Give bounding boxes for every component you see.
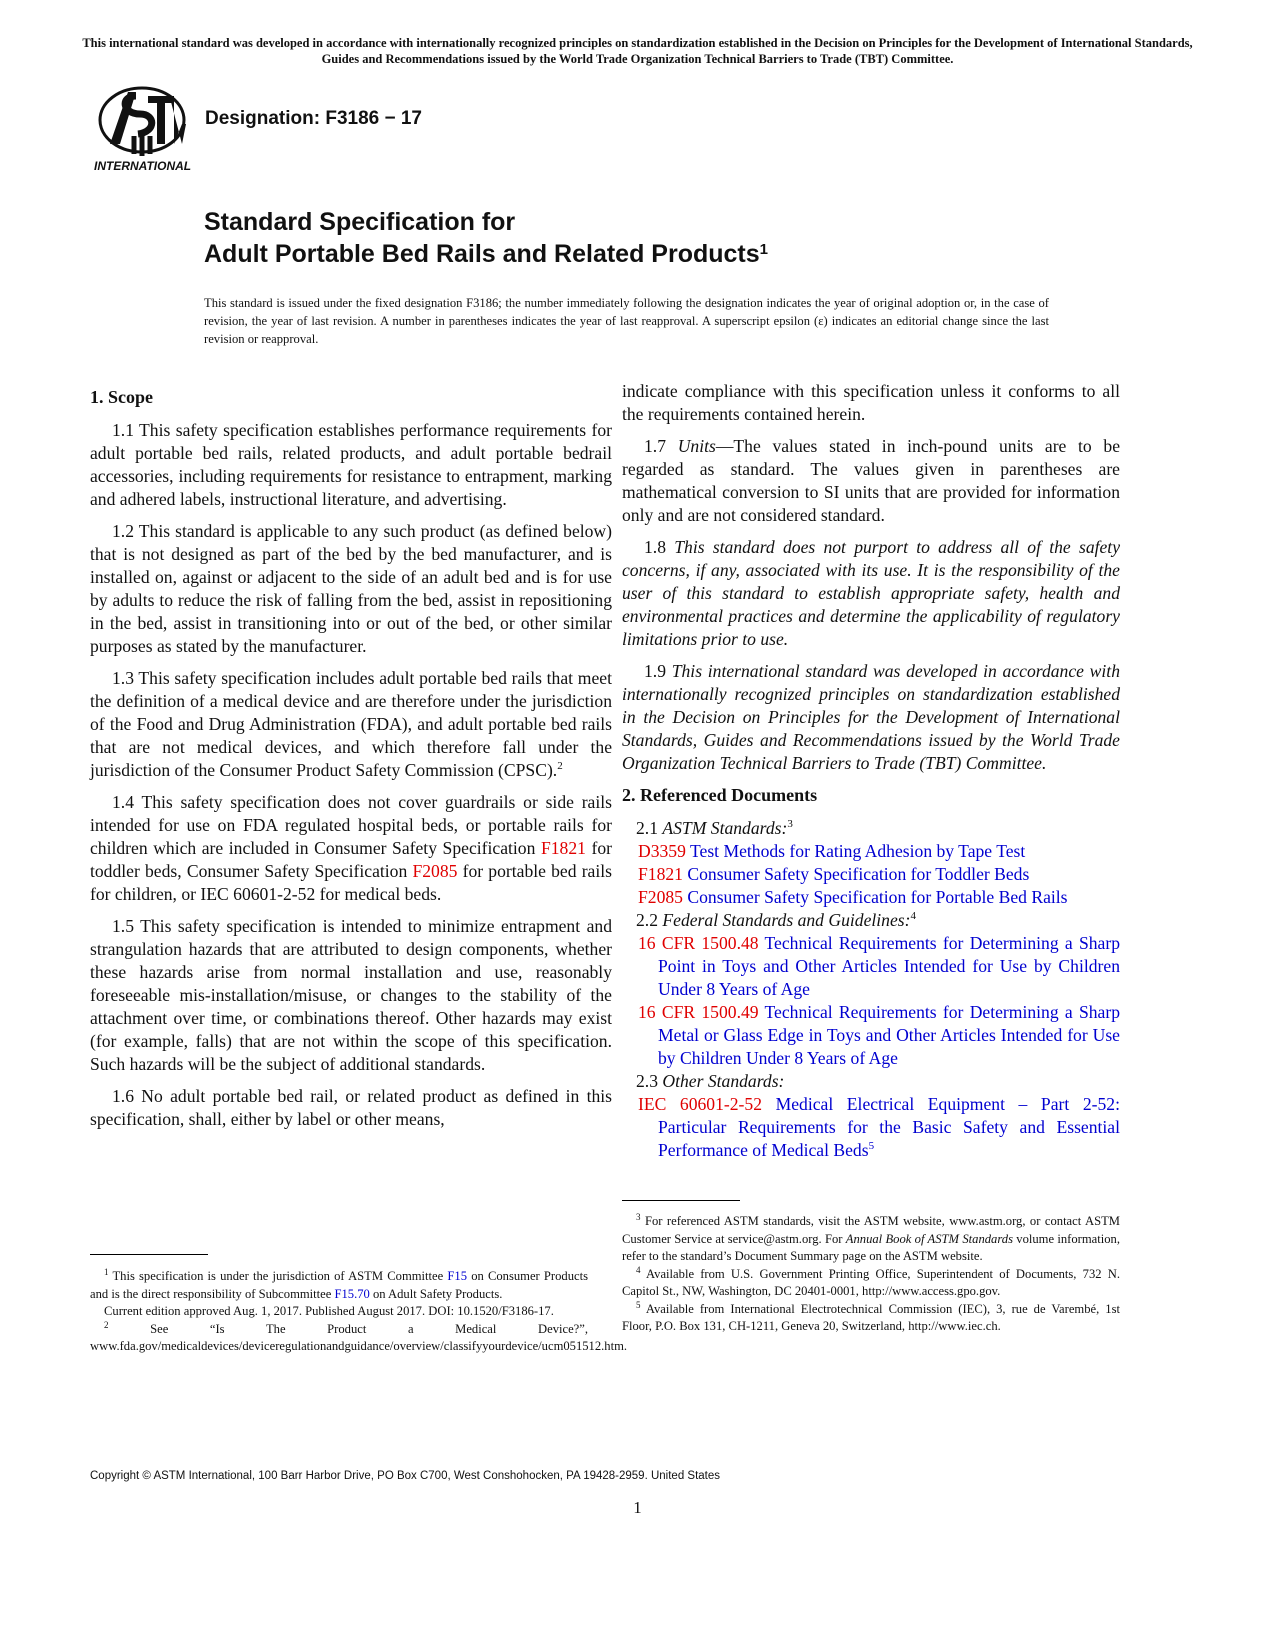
issuance-note: This standard is issued under the fixed designation F3186; the number immediately following the designation indicates the year of original adoption or, in the case of revision, the year of last revision. A number in parentheses indicates the year of last reapproval. A superscript epsilon (ε) indicates an editorial change since the last revision or reapproval. [204, 296, 1049, 346]
wto-notice: This international standard was developed in accordance with internationally recognized principles on standardization established in the Decision on Principles for the Development of International Standards, Guides and Recommendations issued by the World Trade Organization Technical Barriers to Trade (TBT) Committee. [82, 36, 1193, 66]
para-1-4: 1.4 This safety specification does not cover guardrails or side rails intended for use on FDA regulated hospital beds, or portable rails for children which are included in Consumer Safety Specification F1821 for toddler beds, Consumer Safety Specification F2085 for portable bed rails for children, or IEC 60601-2-52 for medical beds. [90, 792, 612, 904]
referenced-documents-heading: 2. Referenced Documents [622, 785, 818, 805]
left-column [90, 380, 612, 1140]
document-title [204, 206, 768, 270]
ref-d3359[interactable]: D3359 Test Methods for Rating Adhesion by Tape Test [638, 841, 1026, 861]
title-line-2: Adult Portable Bed Rails and Related Products$^1$ [204, 240, 768, 268]
para-1-7: 1.7 Units—The values stated in inch-pound units are to be regarded as standard. The values given in parentheses are mathematical conversion to SI units that are provided for information only and are not considered standard. [622, 436, 1121, 525]
link-f2085[interactable]: F2085 [412, 861, 458, 881]
logo-text: INTERNATIONAL [94, 159, 192, 173]
link-f15[interactable]: F15 [447, 1269, 468, 1283]
designation: Designation: F3186 − 17 [205, 108, 422, 129]
para-1-3: 1.3 This safety specification includes adult portable bed rails that meet the definition of a medical device and are therefore under the jurisdiction of the Food and Drug Administration (FDA), and adult portable bed rails that are not medical devices, and which therefore fall under the jurisdiction of the Consumer Product Safety Commission (CPSC).$^2$ [90, 668, 612, 780]
para-1-9: 1.9 This international standard was developed in accordance with internationally recognized principles on standardization established in the Decision on Principles for the Development of International Standards, Guides and Recommendations issued by the World Trade Organization Technical Barriers to Trade (TBT) Committee. [622, 661, 1120, 773]
right-column [622, 380, 1120, 1162]
copyright: Copyright © ASTM International, 100 Barr Harbor Drive, PO Box C700, West Conshohocken, PA 19428-2959. United States [90, 1470, 721, 1482]
footnote-2: $^2$ See “Is The Product a Medical Device?”, www.fda.gov/medicaldevices/deviceregulationandguidance/overview/classifyyourdevice/ucm051512.htm. [90, 1319, 628, 1353]
para-2-2: 2.2 Federal Standards and Guidelines:$^4$ [636, 910, 916, 930]
title-footnote-mark: 1 [759, 241, 768, 258]
footnote-3: $^3$ For referenced ASTM standards, visit the ASTM website, www.astm.org, or contact ASTM Customer Service at service@astm.org. For Annual Book of ASTM Standards volume information, refer to the standard’s Document Summary page on the ASTM website. [622, 1211, 1120, 1263]
footnote-rule-right [622, 1200, 740, 1201]
ref-f1821[interactable]: F1821 Consumer Safety Specification for Toddler Beds [638, 864, 1030, 884]
footnote-4: $^4$ Available from U.S. Government Printing Office, Superintendent of Documents, 732 N. Capitol St., NW, Washington, DC 20401-0001, http://www.access.gpo.gov. [622, 1264, 1120, 1298]
title-line-1: Standard Specification for [204, 208, 516, 236]
footnote-1-edition: Current edition approved Aug. 1, 2017. Published August 2017. DOI: 10.1520/F3186-17. [104, 1304, 554, 1318]
ref-f2085[interactable]: F2085 Consumer Safety Specification for Portable Bed Rails [638, 887, 1068, 907]
para-1-1: 1.1 This safety specification establishes performance requirements for adult portable bed rails, related products, and adult portable bedrail accessories, including requirements for resistance to entrapment, marking and adhered labels, instructional literature, and advertising. [90, 420, 612, 509]
link-f1821[interactable]: F1821 [540, 838, 586, 858]
ref-iec-60601-2-52[interactable]: IEC 60601-2-52 Medical Electrical Equipment – Part 2-52: Particular Requirements for the Basic Safety and Essential Performance of Medical Beds$^5$ [638, 1094, 1120, 1160]
para-1-6-cont: indicate compliance with this specification unless it conforms to all the requirements contained herein. [622, 381, 1120, 424]
footnote-5: $^5$ Available from International Electrotechnical Commission (IEC), 3, rue de Varembé, 1st Floor, P.O. Box 131, CH-1211, Geneva 20, Switzerland, http://www.iec.ch. [622, 1299, 1120, 1333]
para-1-8: 1.8 This standard does not purport to address all of the safety concerns, if any, associated with its use. It is the responsibility of the user of this standard to establish appropriate safety, health and environmental practices and determine the applicability of regulatory limitations prior to use. [622, 537, 1121, 649]
para-2-1: 2.1 ASTM Standards:$^3$ [636, 818, 793, 838]
para-1-6: 1.6 No adult portable bed rail, or related product as defined in this specification, shall, either by label or other means, [90, 1086, 612, 1129]
link-f15-70[interactable]: F15.70 [334, 1286, 370, 1301]
para-2-3: 2.3 Other Standards: [636, 1071, 785, 1091]
ref-16cfr-1500-48[interactable]: 16 CFR 1500.48 Technical Requirements for Determining a Sharp Point in Toys and Other Articles Intended for Use by Children Under 8 Years of Age [638, 933, 1121, 999]
footnote-1: $^1$ This specification is under the jurisdiction of ASTM Committee F15 on Consumer Products and is the direct responsibility of Subcommittee F15.70 on Adult Safety Products. [90, 1266, 589, 1301]
astm-logo [90, 84, 200, 176]
footnotes-right [622, 1213, 1120, 1336]
footnotes-left [90, 1266, 628, 1356]
para-1-5: 1.5 This safety specification is intended to minimize entrapment and strangulation hazards that are attributed to design components, whether these hazards arise from normal installation and use, reasonably foreseeable mis-installation/misuse, or changes to the stability of the attachment over time, or combinations thereof. Other hazards may exist (for example, falls) that are not within the scope of this specification. Such hazards will be the subject of additional standards. [90, 916, 612, 1074]
para-1-2: 1.2 This standard is applicable to any such product (as defined below) that is not designed as part of the bed by the bed manufacturer, and is installed on, against or adjacent to the side of an adult bed and is for use by adults to reduce the risk of falling from the bed, assist in repositioning in the bed, assist in transitioning into or out of the bed, or other similar purposes as stated by the manufacturer. [90, 521, 612, 656]
footnote-rule-left [90, 1254, 208, 1255]
scope-heading: 1. Scope [90, 387, 153, 407]
ref-16cfr-1500-49[interactable]: 16 CFR 1500.49 Technical Requirements for Determining a Sharp Metal or Glass Edge in Toys and Other Articles Intended for Use by Children Under 8 Years of Age [638, 1002, 1121, 1068]
page-number: 1 [633, 1498, 642, 1517]
